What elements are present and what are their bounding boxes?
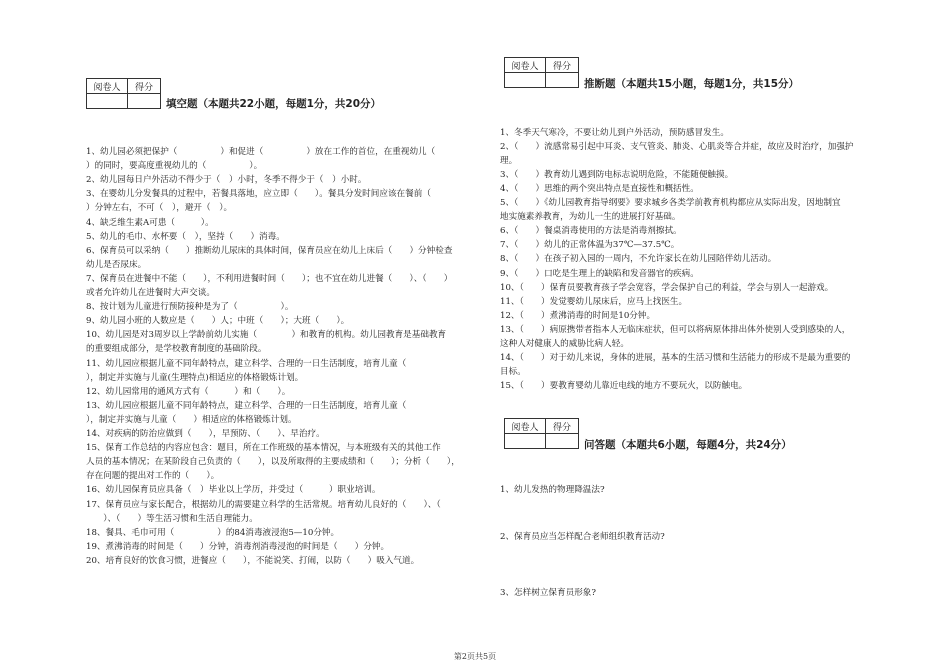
judge-question-line: 7、（ ）幼儿的正常体温为37℃—37.5℃。 — [500, 240, 680, 251]
judge-question-line: 理。 — [500, 156, 518, 167]
fill-question-line: 13、幼儿园应根据儿童不同年龄特点，建立科学、合理的一日生活制度，培育儿童（ — [86, 400, 424, 411]
fill-question-line: 人员的基本情况；在某阶段自己负责的（ ），以及所取得的主要成绩和（ ）；分析（ ）， — [86, 457, 460, 468]
judge-question-line: 5、（ ）《幼儿园教育指导纲要》要求城乡各类学前教育机构都应从实际出发，因地制宜 — [500, 198, 841, 209]
qa-question-line: 2、保育员应当怎样配合老师组织教育活动? — [500, 532, 665, 542]
fill-question-line: 15、保育工作总结的内容应包含：题目，所在工作班级的基本情况，与本班级有关的其他工作 — [86, 443, 441, 454]
fill-question-line: 18、餐具、毛巾可用（ ）的84消毒液浸泡5—10分钟。 — [86, 527, 340, 538]
qa-score-box — [504, 418, 579, 449]
judge-question-line: 12、（ ）煮沸消毒的时间是10分钟。 — [500, 310, 656, 321]
reviewer-cell — [87, 94, 128, 109]
judge-question-line: 8、（ ）在孩子初入园的一周内，不允许家长在幼儿园陪伴幼儿活动。 — [500, 254, 777, 265]
fill-question-line: ）的同时，要高度重视幼儿的（ ）。 — [86, 161, 263, 172]
fill-question-line: 或者允许幼儿在进餐时大声交谈。 — [86, 288, 215, 298]
fill-question-line: ），制定并实施与儿童(生理特点)相适应的体格锻炼计划。 — [86, 372, 304, 383]
fill-question-line: 6、保育员可以采纳（ ）推断幼儿尿床的具体时间，保育员应在幼儿上床后（ ）分钟检查 — [86, 245, 453, 256]
fill-question-line: 10、幼儿园是对3周岁以上学龄前幼儿实施（ ）和教育的机构。幼儿园教育是基础教育 — [86, 330, 447, 341]
judge-question-line: 目标。 — [500, 366, 526, 377]
judge-question-line: 13、（ ）病原携带者指本人无临床症状，但可以将病原体排出体外使别人受到感染的人， — [500, 324, 851, 335]
fill-question-line: 8、按计划为儿童进行预防接种是为了（ ）。 — [86, 302, 294, 313]
fill-question-line: 9、幼儿园小班的人数应是（ ）人；中班（ ）；大班（ ）。 — [86, 316, 350, 327]
fill-question-line: 5、幼儿的毛巾、水杯要（ ），坚持（ ）消毒。 — [86, 231, 285, 242]
score-label: 得分 — [546, 58, 579, 73]
score-cell — [128, 94, 161, 109]
fill-question-line: 幼儿是否尿床。 — [86, 259, 147, 270]
fill-question-line: 1、幼儿园必须把保护（ ）和促进（ ）放在工作的首位，在重视幼儿（ — [86, 147, 453, 157]
judge-question-line: 14、（ ）对于幼儿来说，身体的进展，基本的生活习惯和生活能力的形成不是最为重要的 — [500, 352, 851, 363]
judge-question-line: 2、（ ）流感常易引起中耳炎、支气管炎、肺炎、心肌炎等合并症，故应及时治疗，加强护 — [500, 142, 854, 153]
judge-question-line: 15、（ ）要教育婴幼儿靠近电线的地方不要玩火，以防触电。 — [500, 380, 748, 391]
score-cell — [546, 434, 579, 449]
judge-question-line: 地实施素养教育，为幼儿一生的进展打好基础。 — [500, 212, 681, 223]
judge-question-line: 1、冬季天气寒冷，不要让幼儿到户外活动，预防感冒发生。 — [500, 128, 729, 138]
judge-section-title: 推断题（本题共15小题，每题1分，共15分） — [584, 78, 800, 90]
judge-score-box — [504, 57, 579, 88]
fill-question-line: 17、保育员应与家长配合，根据幼儿的需要建立科学的生活常规。培育幼儿良好的（ ）、（ — [86, 499, 441, 510]
page-footer: 第2页共5页 — [453, 652, 497, 661]
score-label: 得分 — [128, 79, 161, 94]
judge-question-line: 6、（ ）餐桌消毒使用的方法是消毒剂擦拭。 — [500, 226, 682, 237]
judge-question-line: 10、（ ）保育员要教育孩子学会宽容，学会保护自己的利益，学会与别人一起游戏。 — [500, 282, 834, 293]
reviewer-label: 阅卷人 — [87, 79, 128, 94]
fill-question-line: 20、培育良好的饮食习惯，进餐应（ ），不能说笑、打闹，以防（ ）吸入气道。 — [86, 555, 420, 566]
fill-question-line: 16、幼儿园保育员应具备（ ）毕业以上学历，并受过（ ）职业培训。 — [86, 485, 381, 496]
fill-question-line: ），制定并实施与儿童（ ）相适应的体格锻炼计划。 — [86, 414, 297, 425]
reviewer-cell — [505, 73, 546, 88]
fill-question-line: 14、对疾病的防治应做到（ ），早预防、（ ）、早治疗。 — [86, 429, 325, 439]
fill-question-line: 存在问题的提出对工作的（ ）。 — [86, 471, 220, 482]
fill-question-line: 的重要组成部分，是学校教育制度的基础阶段。 — [86, 344, 267, 355]
fill-question-line: 7、保育员在进餐中不能（ ），不利用进餐时间（ ）；也不宜在幼儿进餐（ ）、（ ） — [86, 273, 453, 284]
reviewer-cell — [505, 434, 546, 449]
qa-question-line: 1、幼儿发热的物理降温法? — [500, 485, 605, 495]
fill-question-line: 19、煮沸消毒的时间是（ ）分钟，消毒剂消毒浸泡的时间是（ ）分钟。 — [86, 541, 390, 552]
judge-question-line: 这种人对健康人的威胁比病人轻。 — [500, 338, 629, 349]
qa-section-title: 问答题（本题共6小题，每题4分，共24分） — [584, 439, 792, 451]
fill-question-line: 3、在婴幼儿分发餐具的过程中，若餐具落地，应立即（ ）。餐具分发时间应该在餐前（ — [86, 189, 431, 200]
fill-question-line: 2、幼儿园每日户外活动不得少于（ ）小时，冬季不得少于（ ）小时。 — [86, 175, 367, 186]
judge-question-line: 11、（ ）发觉婴幼儿尿床后，应马上找医生。 — [500, 296, 688, 307]
judge-question-line: 4、（ ）思维的两个突出特点是直接性和概括性。 — [500, 184, 699, 195]
score-cell — [546, 73, 579, 88]
fill-question-line: 4、缺乏维生素A可患（ ）。 — [86, 217, 214, 228]
judge-question-line: 3、（ ）教育幼儿遇到防电标志说明危险，不能随便触摸。 — [500, 170, 734, 181]
fill-score-box — [86, 78, 161, 109]
score-label: 得分 — [546, 419, 579, 434]
qa-question-line: 3、怎样树立保育员形象? — [500, 588, 597, 598]
fill-question-line: 12、幼儿园常用的通风方式有（ ）和（ ）。 — [86, 386, 291, 397]
reviewer-label: 阅卷人 — [505, 58, 546, 73]
fill-question-line: 11、幼儿园应根据儿童不同年龄特点，建立科学、合理的一日生活制度，培育儿童（ — [86, 358, 424, 369]
fill-question-line: ）、（ ）等生活习惯和生活自理能力。 — [86, 513, 258, 524]
judge-question-line: 9、（ ）口吃是生理上的缺陷和发音器官的疾病。 — [500, 268, 699, 279]
reviewer-label: 阅卷人 — [505, 419, 546, 434]
fill-section-title: 填空题（本题共22小题，每题1分，共20分） — [166, 98, 382, 110]
fill-question-line: ）分钟左右，不可（ ），避开（ ）。 — [86, 203, 233, 214]
